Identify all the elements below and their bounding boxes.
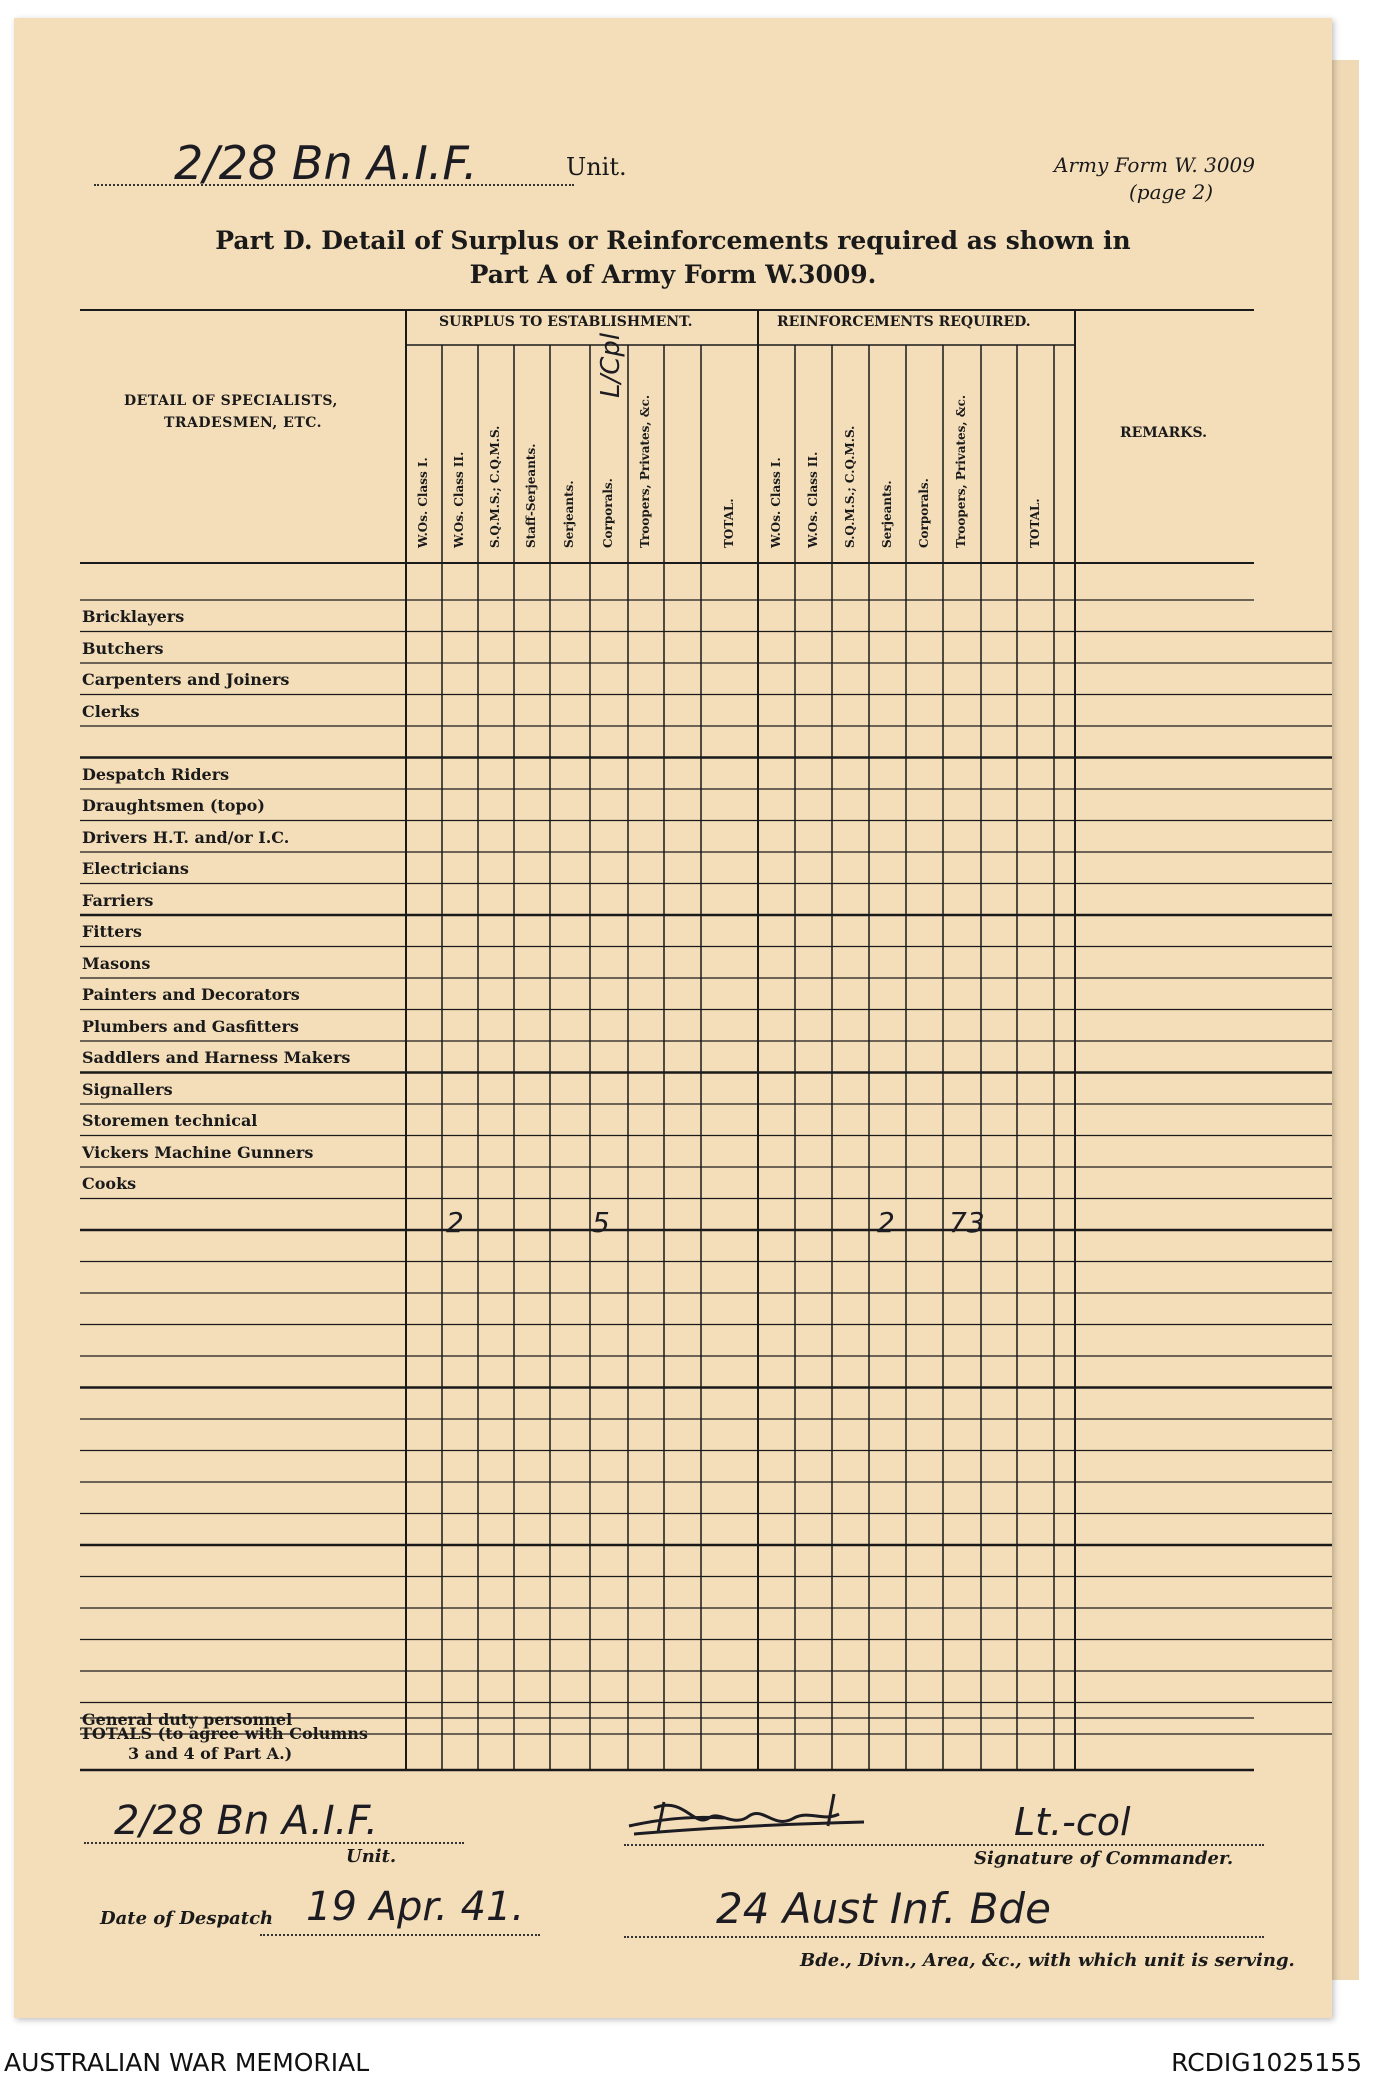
reinf-col-header: Troopers, Privates, &c. bbox=[954, 394, 968, 548]
date-handwritten: 19 Apr. 41. bbox=[306, 1884, 525, 1930]
entry-reinf-troopers: 73 bbox=[949, 1206, 985, 1239]
row-label: Masons bbox=[82, 953, 151, 973]
row-label: Saddlers and Harness Makers bbox=[82, 1048, 351, 1067]
reinf-col-header: TOTAL. bbox=[1027, 498, 1042, 548]
surplus-header: SURPLUS TO ESTABLISHMENT. bbox=[439, 314, 693, 330]
row-label: Draughtsmen (topo) bbox=[82, 796, 265, 815]
form-title-line2: Part A of Army Form W.3009. bbox=[469, 260, 877, 289]
remarks-header: REMARKS. bbox=[1120, 425, 1207, 441]
reinf-col-header: Corporals. bbox=[916, 478, 931, 548]
reinf-col-header: W.Os. Class II. bbox=[805, 451, 820, 548]
surplus-col-header: TOTAL. bbox=[721, 498, 736, 548]
footer-unit-line bbox=[84, 1842, 464, 1844]
row-label: Bricklayers bbox=[82, 607, 185, 626]
commander-signature bbox=[624, 1788, 884, 1848]
surplus-col-header: Staff-Serjeants. bbox=[524, 443, 538, 548]
row-label: Fitters bbox=[82, 922, 142, 941]
row-label: Clerks bbox=[82, 701, 140, 721]
row-label: Storemen technical bbox=[82, 1111, 258, 1130]
surplus-col-header: Troopers, Privates, &c. bbox=[638, 394, 652, 548]
surplus-col-header: W.Os. Class II. bbox=[452, 451, 466, 548]
row-label: Vickers Machine Gunners bbox=[82, 1142, 314, 1162]
form-id: Army Form W. 3009 bbox=[1054, 153, 1256, 177]
reinf-col-header: S.Q.M.S.; C.Q.M.S. bbox=[842, 425, 857, 548]
detail-header-line2: TRADESMEN, ETC. bbox=[164, 415, 323, 431]
row-label: Cooks bbox=[82, 1174, 137, 1193]
formation-label: Bde., Divn., Area, &c., with which unit is serving. bbox=[800, 1950, 1295, 1971]
row-label: Farriers bbox=[82, 890, 154, 910]
footer-unit-handwritten: 2/28 Bn A.I.F. bbox=[114, 1798, 378, 1844]
date-label: Date of Despatch bbox=[100, 1908, 274, 1929]
row-label: Electricians bbox=[82, 859, 189, 878]
formation-handwritten: 24 Aust Inf. Bde bbox=[716, 1884, 1051, 1933]
row-label: Signallers bbox=[82, 1079, 173, 1099]
row-label: Butchers bbox=[82, 638, 164, 658]
surplus-col-header: W.Os. Class I. bbox=[416, 457, 430, 548]
signature-label: Signature of Commander. bbox=[974, 1848, 1234, 1869]
form-title-line1: Part D. Detail of Surplus or Reinforcements required as shown in bbox=[215, 226, 1131, 255]
totals-line2: 3 and 4 of Part A.) bbox=[128, 1744, 293, 1763]
caption-left: AUSTRALIAN WAR MEMORIAL bbox=[4, 2048, 370, 2077]
surplus-col-header: Serjeants. bbox=[562, 480, 576, 548]
entry-surplus-corporals: 5 bbox=[592, 1206, 610, 1239]
caption-right: RCDIG1025155 bbox=[1171, 2048, 1362, 2077]
reinforcements-header: REINFORCEMENTS REQUIRED. bbox=[777, 314, 1031, 330]
corporals-annotation: L/Cpl bbox=[596, 332, 626, 398]
date-line bbox=[260, 1934, 540, 1936]
reinf-col-header: Serjeants. bbox=[879, 480, 894, 548]
army-form-page bbox=[14, 18, 1332, 2018]
entry-reinf-serjeants: 2 bbox=[877, 1206, 895, 1239]
row-label: Carpenters and Joiners bbox=[82, 670, 290, 689]
row-label: Painters and Decorators bbox=[82, 985, 300, 1004]
signature-line bbox=[624, 1844, 1264, 1846]
commander-rank-handwritten: Lt.-col bbox=[1014, 1800, 1131, 1844]
row-label: Despatch Riders bbox=[82, 764, 230, 784]
formation-line bbox=[624, 1936, 1264, 1938]
totals-line1: TOTALS (to agree with Columns bbox=[80, 1724, 368, 1743]
surplus-col-header: S.Q.M.S.; C.Q.M.S. bbox=[488, 425, 502, 548]
unit-label: Unit. bbox=[566, 153, 627, 181]
reinf-col-header: W.Os. Class I. bbox=[768, 457, 783, 548]
detail-header-line1: DETAIL OF SPECIALISTS, bbox=[124, 393, 338, 409]
form-page: (page 2) bbox=[1129, 180, 1214, 204]
surplus-col-header: Corporals. bbox=[601, 478, 615, 548]
row-label: General duty personnel bbox=[82, 1709, 293, 1729]
row-label: Plumbers and Gasfitters bbox=[82, 1016, 299, 1036]
footer-unit-label: Unit. bbox=[346, 1846, 397, 1867]
unit-handwritten: 2/28 Bn A.I.F. bbox=[174, 136, 478, 190]
row-label: Drivers H.T. and/or I.C. bbox=[82, 827, 290, 847]
entry-surplus-wo2: 2 bbox=[446, 1206, 464, 1239]
